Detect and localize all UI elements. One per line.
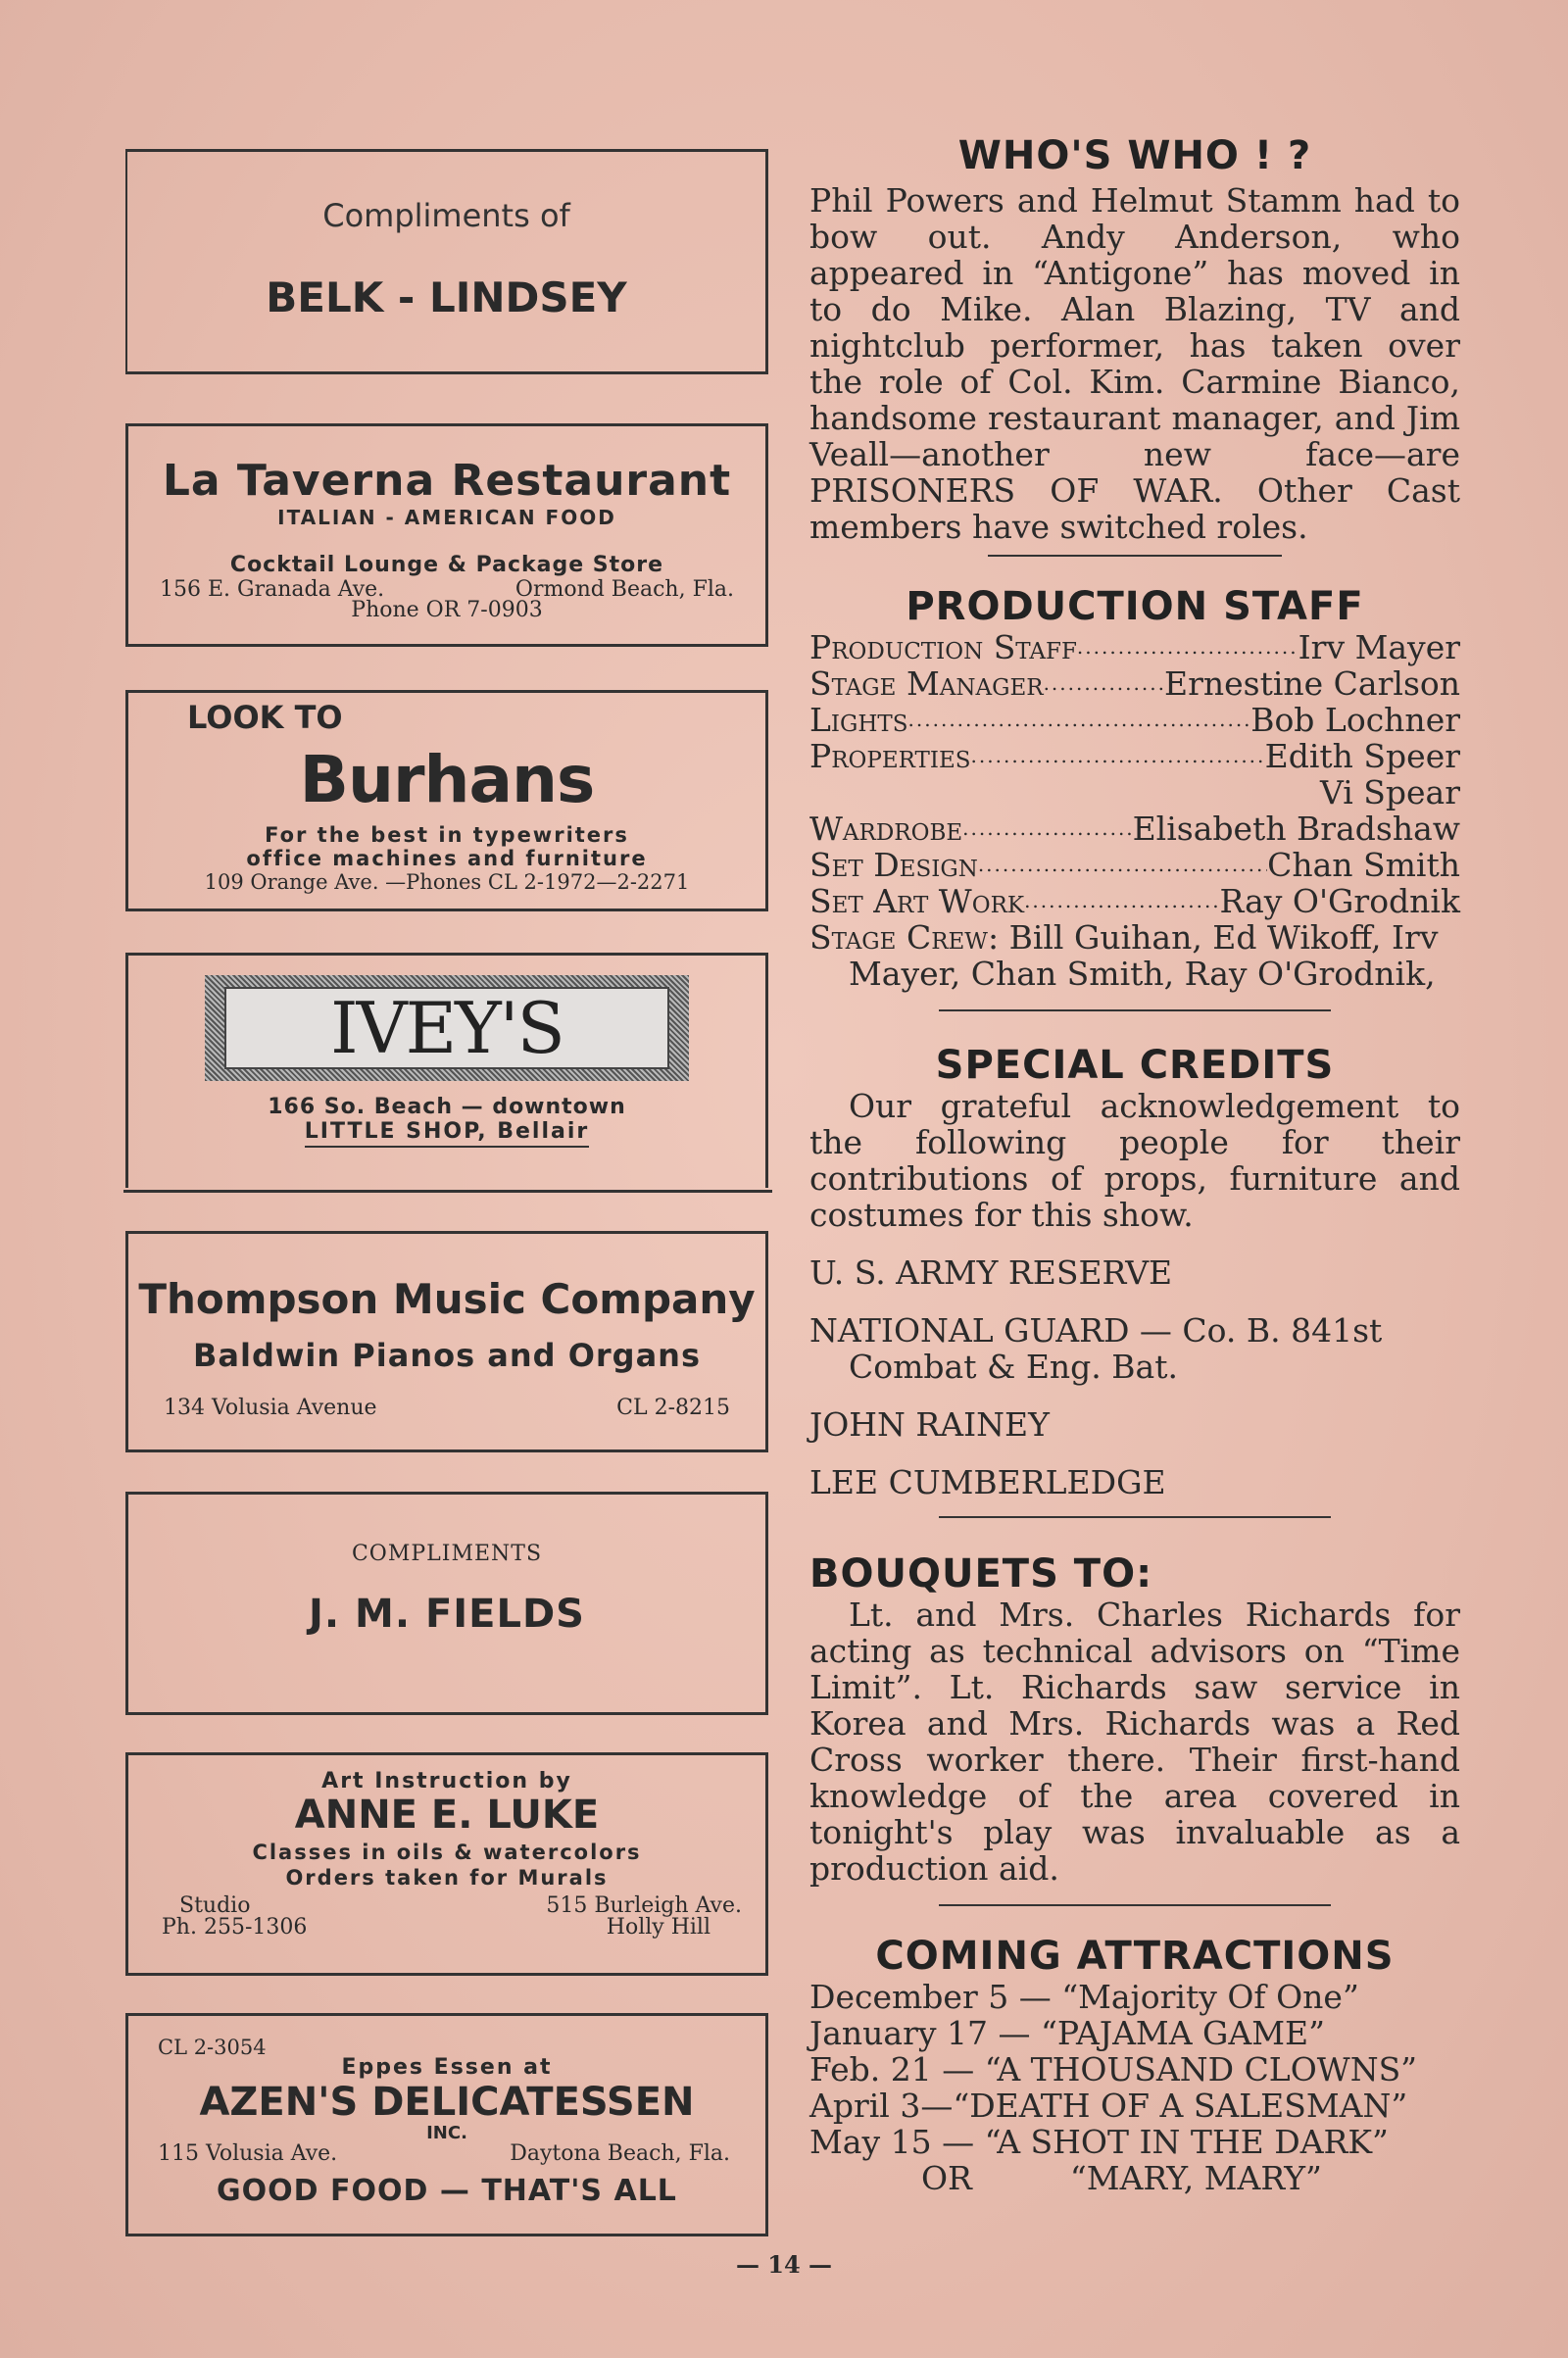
ad-iveys — [125, 953, 768, 1188]
staff-role: Set Design — [809, 846, 978, 884]
attraction-item: April 3 —“DEATH OF A SALESMAN” — [809, 2087, 1408, 2125]
ad-azen-address: 115 Volusia Ave. — [158, 2141, 338, 2166]
ad-iveys-logo — [205, 975, 689, 1081]
ad-azen-phone: CL 2-3054 — [158, 2036, 267, 2059]
ad-burhans-address: 109 Orange Ave. —Phones CL 2-1972—2-2271 — [204, 870, 690, 894]
ad-luke-address: 515 Burleigh Ave. — [546, 1893, 742, 1918]
stage-crew-role: Stage Crew: — [809, 918, 1000, 957]
special-credits-title: SPECIAL CREDITS — [935, 1043, 1335, 1088]
ad-azen-line1: Eppes Essen at — [341, 2055, 553, 2080]
ad-luke-line2: Classes in oils & watercolors — [252, 1841, 642, 1864]
bouquets-title: BOUQUETS TO: — [809, 1551, 1153, 1597]
ad-la-taverna — [125, 423, 768, 647]
production-staff-title: PRODUCTION STAFF — [906, 584, 1364, 629]
ad-taverna-sub: ITALIAN - AMERICAN FOOD — [277, 506, 616, 529]
ad-taverna-phone: Phone OR 7-0903 — [351, 598, 543, 622]
ad-thompson-phone: CL 2-8215 — [616, 1396, 730, 1420]
ad-luke-line1: Art Instruction by — [321, 1769, 572, 1793]
ad-taverna-city: Ormond Beach, Fla. — [514, 577, 734, 602]
ad-thompson-name: Thompson Music Company — [138, 1275, 756, 1323]
ad-luke-phone: Ph. 255-1306 — [162, 1915, 308, 1940]
ad-azen-name: AZEN'S DELICATESSEN — [199, 2080, 695, 2125]
ad-burhans-lookto: LOOK TO — [187, 699, 343, 736]
staff-name: Elisabeth Bradshaw — [1132, 810, 1460, 848]
ad-fields-name: J. M. FIELDS — [309, 1592, 585, 1637]
staff-name: Ray O'Grodnik — [1219, 882, 1460, 920]
ad-thompson-music — [125, 1231, 768, 1452]
staff-name: Edith Speer — [1264, 737, 1460, 775]
coming-attractions-title: COMING ATTRACTIONS — [875, 1934, 1395, 1979]
credit-item: U. S. ARMY RESERVE — [809, 1253, 1173, 1292]
ad-thompson-sub: Baldwin Pianos and Organs — [192, 1337, 701, 1374]
ad-burhans — [125, 690, 768, 911]
divider — [988, 555, 1282, 557]
whos-who-title: WHO'S WHO ! ? — [957, 133, 1312, 178]
ad-azen-city: Daytona Beach, Fla. — [510, 2141, 730, 2166]
credit-item: JOHN RAINEY — [809, 1405, 1050, 1444]
page-number: — 14 — — [735, 2250, 833, 2279]
ad-iveys-logo-panel — [224, 987, 669, 1069]
staff-role: Set Art Work — [809, 882, 1025, 920]
ad-luke-line3: Orders taken for Murals — [285, 1866, 609, 1890]
staff-row — [809, 665, 1460, 702]
ad-iveys-baseline — [123, 1190, 772, 1193]
staff-name: Ernestine Carlson — [1164, 664, 1460, 703]
bouquets-body: Lt. and Mrs. Charles Richards for acting as technical advisors on “Time Limit”. Lt. Richards saw service in Korea and Mrs. Richards was a Red Cross worker there. Their first-hand knowledge of the area covered in tonight's play was invaluable as a production aid. — [809, 1596, 1460, 1888]
stage-crew-names: Bill Guihan, Ed Wikoff, Irv Mayer, Chan Smith, Ray O'Grodnik, — [849, 918, 1439, 993]
ad-burhans-line2: office machines and furniture — [246, 847, 648, 870]
coming-attractions-list — [809, 1979, 1460, 2196]
divider — [939, 1516, 1331, 1518]
ad-azen-slogan: GOOD FOOD — THAT'S ALL — [217, 2174, 677, 2208]
staff-role: Wardrobe — [809, 810, 963, 848]
ad-burhans-name: Burhans — [299, 742, 595, 817]
staff-row — [809, 811, 1460, 847]
right-column — [809, 133, 1460, 2196]
production-staff-list — [809, 629, 1460, 992]
attraction-item: May 15 — “A SHOT IN THE DARK” — [809, 2123, 1389, 2161]
staff-row — [809, 738, 1460, 774]
attraction-alternate — [809, 2160, 1460, 2196]
staff-role: Production Staff — [809, 628, 1077, 666]
ad-anne-luke — [125, 1752, 768, 1976]
ad-iveys-name: IVEY'S — [330, 987, 564, 1069]
divider — [939, 1009, 1331, 1011]
ad-azen-inc: INC. — [426, 2123, 467, 2143]
credit-item: NATIONAL GUARD — Co. B. 841st Combat & Eng. Bat. — [809, 1311, 1383, 1386]
ad-burhans-line1: For the best in typewriters — [265, 823, 629, 847]
staff-role: Lights — [809, 701, 908, 739]
ad-taverna-services: Cocktail Lounge & Package Store — [229, 553, 664, 577]
ad-luke-studio: Studio — [179, 1893, 251, 1918]
ad-belk-name: BELK - LINDSEY — [266, 273, 627, 321]
ad-luke-city: Holly Hill — [606, 1915, 710, 1940]
ad-taverna-name: La Taverna Restaurant — [162, 456, 732, 506]
ad-iveys-line1: 166 So. Beach — downtown — [268, 1095, 626, 1119]
staff-role: Stage Manager — [809, 664, 1044, 703]
ad-iveys-line2: LITTLE SHOP, Bellair — [305, 1119, 590, 1148]
ad-azens-deli — [125, 2013, 768, 2236]
staff-row — [809, 702, 1460, 738]
staff-row — [809, 883, 1460, 919]
stage-crew — [809, 919, 1460, 992]
whos-who-body: Phil Powers and Helmut Stamm had to bow out. Andy Anderson, who appeared in “Antigone” has moved in to do Mike. Alan Blazing, TV and nightclub performer, has taken over the role of Col. Kim. Carmine Bianco, handsome restaurant manager, and Jim Veall—another new face—are PRISONERS OF WAR. Other Cast members have switched roles. — [809, 181, 1460, 546]
staff-row — [809, 629, 1460, 665]
ad-fields-compliments: COMPLIMENTS — [351, 1542, 543, 1566]
ad-belk-compliments: Compliments of — [322, 197, 570, 234]
attraction-alt: “MARY, MARY” — [1069, 2159, 1322, 2197]
special-credits-body: Our grateful acknowledgement to the following people for their contributions of props, furniture and costumes for this show. — [809, 1087, 1460, 1234]
staff-row — [809, 774, 1460, 811]
ad-belk-lindsey — [125, 149, 768, 374]
ad-taverna-address: 156 E. Granada Ave. — [160, 577, 385, 602]
staff-row — [809, 847, 1460, 883]
ad-thompson-address: 134 Volusia Avenue — [164, 1396, 377, 1420]
attraction-or: OR — [921, 2159, 972, 2197]
staff-name: Chan Smith — [1267, 846, 1460, 884]
ad-jm-fields — [125, 1492, 768, 1715]
attraction-item: Feb. 21 — “A THOUSAND CLOWNS” — [809, 2050, 1418, 2088]
divider — [939, 1904, 1331, 1906]
staff-name: Irv Mayer — [1298, 628, 1460, 666]
staff-name: Vi Spear — [1319, 773, 1460, 811]
credit-item: LEE CUMBERLEDGE — [809, 1463, 1166, 1501]
attraction-item: January 17 — “PAJAMA GAME” — [809, 2014, 1325, 2052]
staff-name: Bob Lochner — [1250, 701, 1460, 739]
staff-role: Properties — [809, 737, 971, 775]
attraction-item: December 5 — “Majority Of One” — [809, 1978, 1359, 2016]
ad-luke-name: ANNE E. LUKE — [294, 1793, 600, 1838]
